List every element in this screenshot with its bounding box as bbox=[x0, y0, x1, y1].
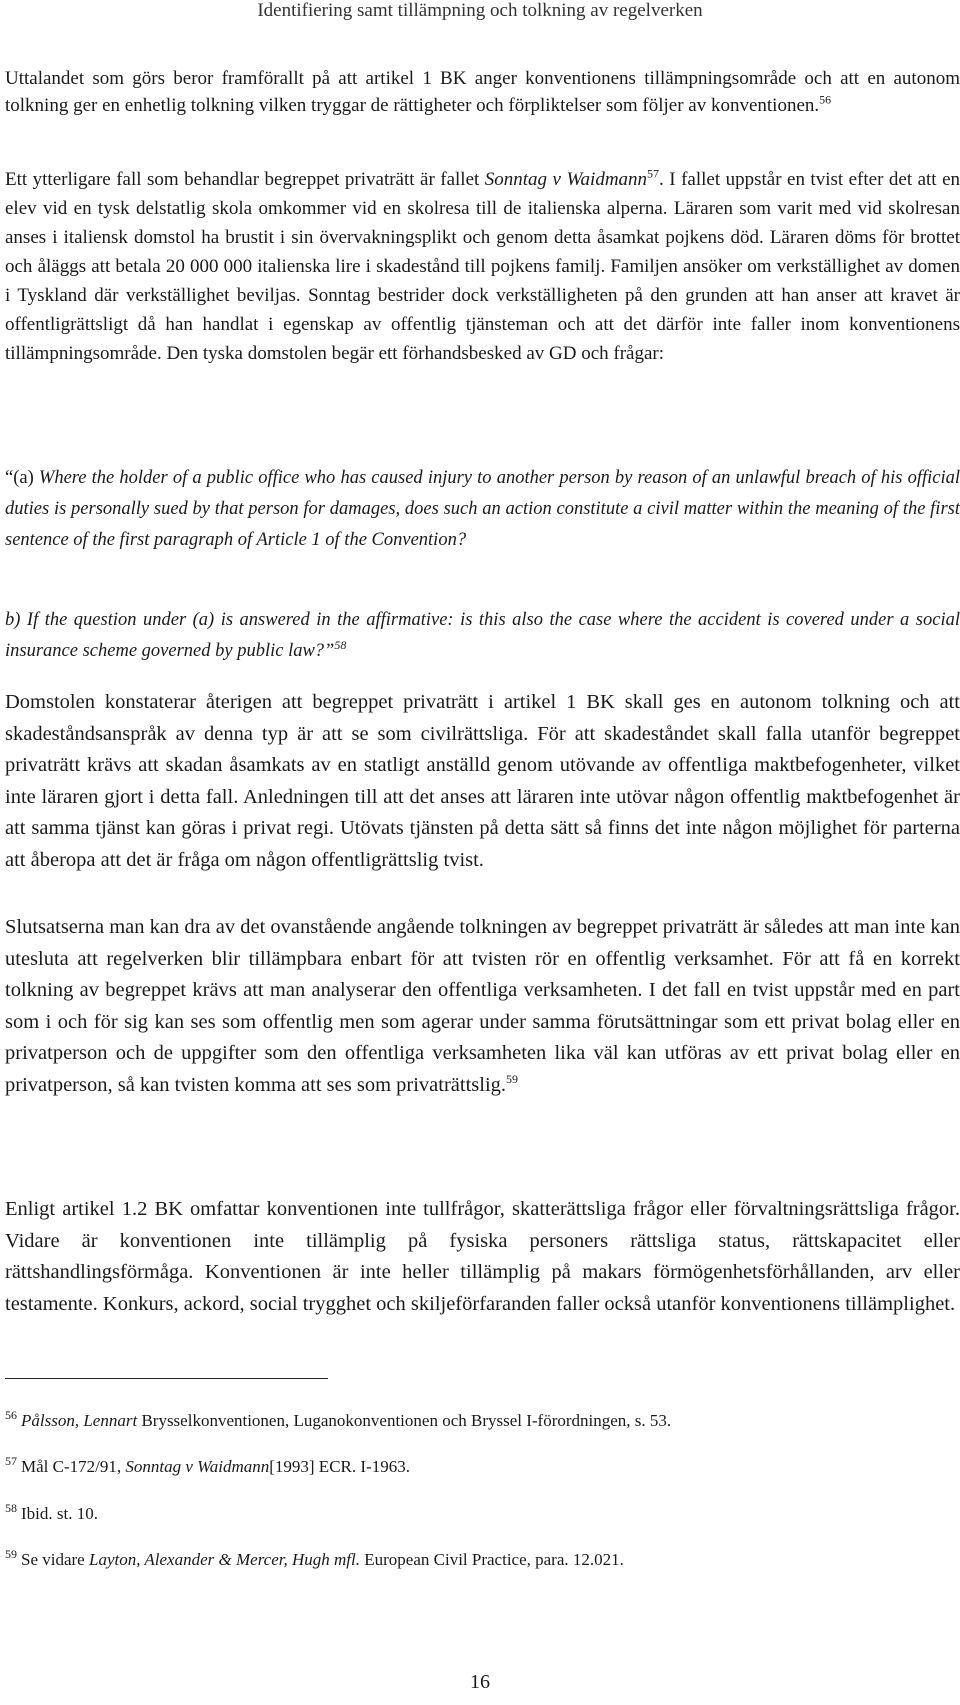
footnote-authors: Layton, Alexander & Mercer, Hugh mfl. bbox=[88, 1550, 360, 1569]
paragraph-2-intro: Ett ytterligare fall som behandlar begreppet privaträtt är fallet bbox=[5, 169, 485, 190]
footnote-text: [1993] ECR. I-1963. bbox=[269, 1457, 410, 1476]
quote-b-text: b) If the question under (a) is answered in the affirmative: is this also the case where the accident is covered under a social insurance scheme governed by public law?” bbox=[5, 610, 960, 661]
footnote-ref-56[interactable]: 56 bbox=[819, 92, 832, 107]
paragraph-3 bbox=[5, 687, 960, 876]
paragraph-5 bbox=[5, 1194, 960, 1320]
footnote-59 bbox=[5, 1549, 955, 1571]
quote-question-a bbox=[5, 463, 960, 556]
footnote-case-name: Sonntag v Waidmann bbox=[125, 1457, 270, 1476]
quote-question-b bbox=[5, 605, 960, 667]
paragraph-4-text: Slutsatserna man kan dra av det ovanstående angående tolkningen av begreppet privaträtt är således att man inte kan utesluta att regelverken blir tillämpbara enbart för att tvisten rör en offentlig verksamhet. För att få en korrekt tolkning av begreppet krävs att man analyserar den offentliga verksamheten. I det fall en tvist uppstår med en part som i och för sig kan ses som offentlig men som agerar under samma förutsättningar som ett privat bolag eller en privatperson och de uppgifter som den offentliga verksamheten lika väl kan utföras av ett privat bolag eller en privatperson, så kan tvisten komma att ses som privaträttslig. bbox=[5, 916, 960, 1096]
footnote-58 bbox=[5, 1503, 955, 1525]
footnote-text: Mål C-172/91, bbox=[21, 1457, 126, 1476]
quote-a-open: “(a) bbox=[5, 468, 39, 488]
footnote-56 bbox=[5, 1410, 955, 1432]
paragraph-1-text: Uttalandet som görs beror framförallt på att artikel 1 BK anger konventionens tillämpningsområde och att en autonom tolkning ger en enhetlig tolkning vilken tryggar de rättigheter och förpliktelser som följer av konventionen. bbox=[5, 68, 960, 116]
footnote-text: Brysselkonventionen, Luganokonventionen och Bryssel I-förordningen, s. 53. bbox=[137, 1411, 672, 1430]
footnote-ref-59[interactable]: 59 bbox=[506, 1071, 519, 1086]
footnote-number: 58 bbox=[5, 1501, 17, 1516]
footnote-57 bbox=[5, 1456, 955, 1478]
footnote-ref-57[interactable]: 57 bbox=[647, 166, 660, 181]
quote-a-text: Where the holder of a public office who has caused injury to another person by reason of an unlawful breach of his official duties is personally sued by that person for damages, does such an action constitute a civil matter within the meaning of the first sentence of the first paragraph of Article 1 of the Convention? bbox=[5, 468, 960, 550]
footnote-number: 57 bbox=[5, 1454, 17, 1469]
footnote-text: Ibid. st. 10. bbox=[21, 1504, 98, 1523]
paragraph-2 bbox=[5, 165, 960, 368]
paragraph-1 bbox=[5, 65, 960, 119]
case-name: Sonntag v Waidmann bbox=[484, 169, 648, 190]
footnote-author: Pålsson, Lennart bbox=[21, 1411, 138, 1430]
footnote-separator bbox=[5, 1378, 328, 1379]
paragraph-2-rest: . I fallet uppstår en tvist efter det att en elev vid en tysk delstatlig skola omkommer vid en skolresa till de italienska alperna. Läraren som varit med vid skolresan anses i italiensk domstol ha brustit i sin övervakningsplikt och genom detta åsamkat pojkens död. Läraren döms för brottet och åläggs att betala 20 000 000 italienska lire i skadestånd till pojkens familj. Familjen ansöker om verkställighet av domen i Tyskland där verkställighet beviljas. Sonntag bestrider dock verkställigheten på den grunden att han anser att kravet är offentligrättsligt då han handlat i egenskap av offentlig tjänsteman och att det därför inte faller inom konventionens tillämpningsområde. Den tyska domstolen begär ett förhandsbesked av GD och frågar: bbox=[5, 169, 960, 364]
footnote-number: 56 bbox=[5, 1408, 17, 1423]
paragraph-5-text: Enligt artikel 1.2 BK omfattar konventionen inte tullfrågor, skatterättsliga frågor eller förvaltningsrättsliga frågor. Vidare är konventionen inte tillämplig på fysiska personers rättsliga status, rättskapacitet eller rättshandlingsförmåga. Konventionen är inte heller tillämplig på makars förmögenhetsförhållanden, arv eller testamente. Konkurs, ackord, social trygghet och skiljeförfaranden faller också utanför konventionens tillämplighet. bbox=[5, 1198, 960, 1315]
footnote-number: 59 bbox=[5, 1547, 17, 1562]
running-header: Identifiering samt tillämpning och tolkning av regelverken bbox=[257, 0, 703, 21]
page-number: 16 bbox=[470, 1671, 490, 1693]
footnote-text: Se vidare bbox=[21, 1550, 89, 1569]
paragraph-3-text: Domstolen konstaterar återigen att begreppet privaträtt i artikel 1 BK skall ges en autonom tolkning och att skadeståndsanspråk av denna typ är att se som civilrättsliga. För att skadeståndet skall falla utanför begreppet privaträtt krävs att skadan åsamkats av en statligt anställd genom utövande av offentliga maktbefogenheter, vilket inte läraren gjort i detta fall. Anledningen till att det anses att läraren inte utövar någon offentlig maktbefogenhet är att samma tjänst kan göras i privat regi. Utövats tjänsten på detta sätt så finns det inte någon möjlighet för parterna att åberopa att det är fråga om någon offentligrättslig tvist. bbox=[5, 691, 960, 871]
footnote-text: European Civil Practice, para. 12.021. bbox=[360, 1550, 624, 1569]
paragraph-4 bbox=[5, 912, 960, 1101]
footnote-ref-58[interactable]: 58 bbox=[334, 637, 347, 652]
